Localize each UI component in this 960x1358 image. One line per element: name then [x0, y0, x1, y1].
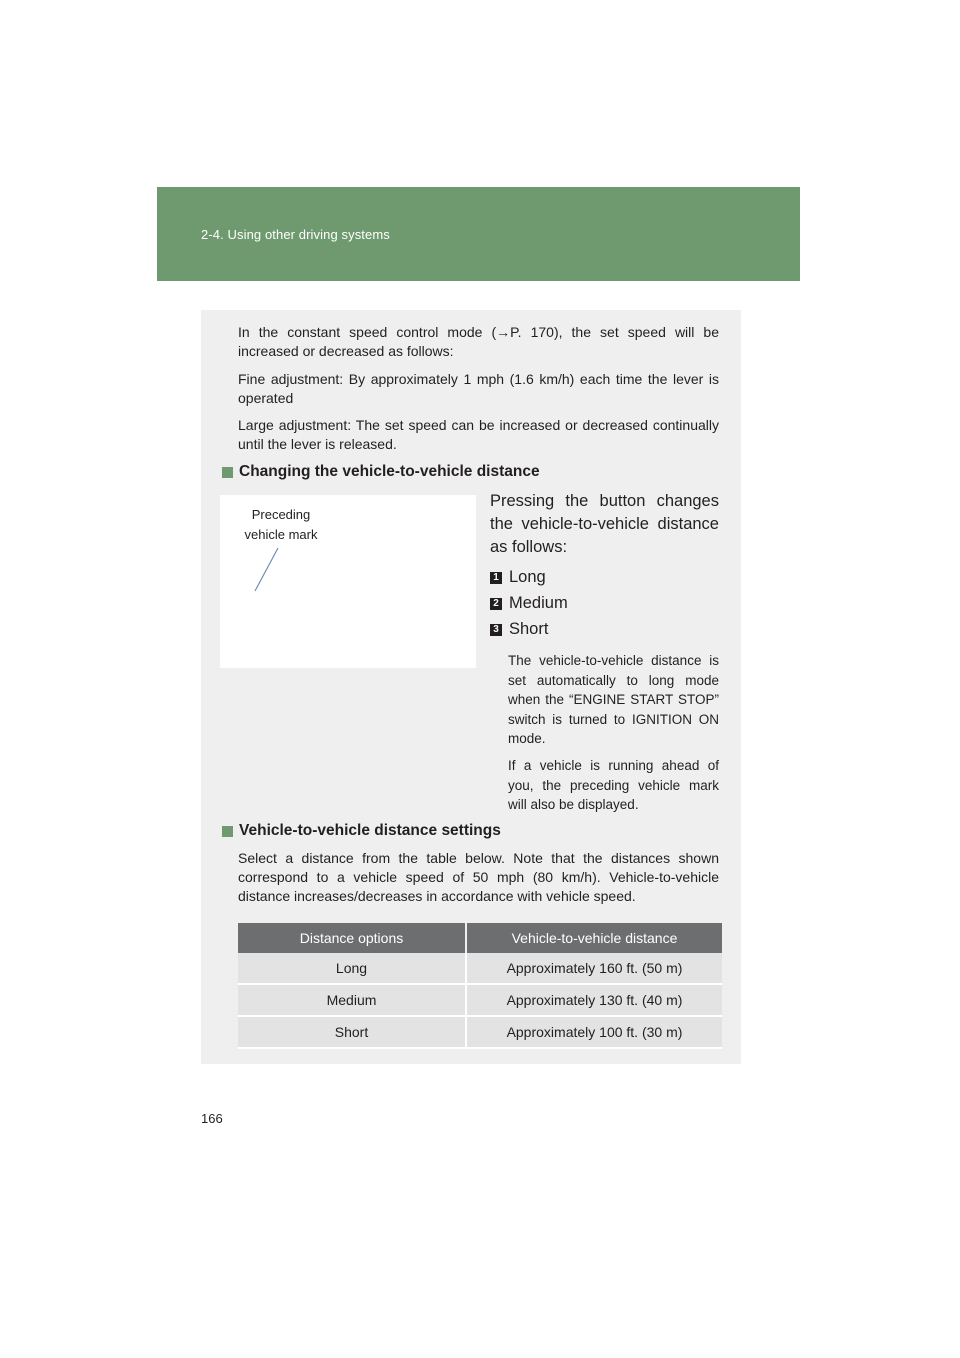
table-row: [238, 984, 722, 1016]
list-item-label: Short: [509, 620, 549, 638]
callout-line-icon: [220, 495, 476, 668]
intro-paragraph-3: Large adjustment: The set speed can be increased or decreased continually until the lever is released.: [238, 417, 719, 452]
note-preceding-vehicle: If a vehicle is running ahead of you, the preceding vehicle mark will also be displayed.: [508, 758, 719, 812]
table-cell: Medium: [238, 984, 466, 1016]
list-item-long: [490, 568, 546, 587]
table-row: [238, 1016, 722, 1048]
section-heading-text: Changing the vehicle-to-vehicle distance: [239, 463, 540, 480]
table-cell: Long: [238, 953, 466, 984]
distance-table: [238, 923, 722, 1049]
list-item-label: Long: [509, 568, 546, 586]
table-cell: Approximately 100 ft. (30 m): [466, 1016, 722, 1048]
table-cell: Short: [238, 1016, 466, 1048]
chapter-title: 2-4. Using other driving systems: [201, 227, 390, 242]
number-1-icon: 1: [490, 572, 502, 584]
distance-lead-text: Pressing the button changes the vehicle-to-vehicle distance as follows:: [490, 492, 719, 556]
list-item-short: [490, 620, 548, 639]
table-header-cell: Vehicle-to-vehicle distance: [466, 923, 722, 953]
section-heading-changing-distance: [222, 463, 540, 481]
section-bullet-icon: [222, 826, 233, 837]
list-item-label: Medium: [509, 594, 568, 612]
display-illustration: [220, 495, 476, 668]
page-number: 166: [201, 1111, 223, 1126]
table-header-cell: Distance options: [238, 923, 466, 953]
table-cell: Approximately 160 ft. (50 m): [466, 953, 722, 984]
note-auto-long-mode: The vehicle-to-vehicle distance is set automatically to long mode when the “ENGINE START STOP” switch is turned to IGNITION ON mode.: [508, 653, 719, 746]
section-bullet-icon: [222, 467, 233, 478]
section-heading-distance-settings: [222, 822, 501, 840]
content-panel: [201, 310, 741, 1064]
table-header-row: [238, 923, 722, 953]
section-heading-text: Vehicle-to-vehicle distance settings: [239, 822, 501, 839]
intro-paragraph-2: Fine adjustment: By approximately 1 mph (1.6 km/h) each time the lever is operated: [238, 371, 719, 406]
distance-settings-body: Select a distance from the table below. Note that the distances shown correspond to a vehicle speed of 50 mph (80 km/h). Vehicle-to-vehicle distance increases/decreases in accordance with vehicle speed.: [238, 850, 719, 904]
number-2-icon: 2: [490, 598, 502, 610]
table-row: [238, 953, 722, 984]
figure-callout-label: Preceding vehicle mark: [244, 507, 318, 542]
number-3-icon: 3: [490, 624, 502, 636]
chapter-header: [157, 187, 800, 281]
intro-paragraph-1: In the constant speed control mode (→P. 170), the set speed will be increased or decreased as follows:: [238, 324, 719, 359]
list-item-medium: [490, 594, 568, 613]
table-cell: Approximately 130 ft. (40 m): [466, 984, 722, 1016]
